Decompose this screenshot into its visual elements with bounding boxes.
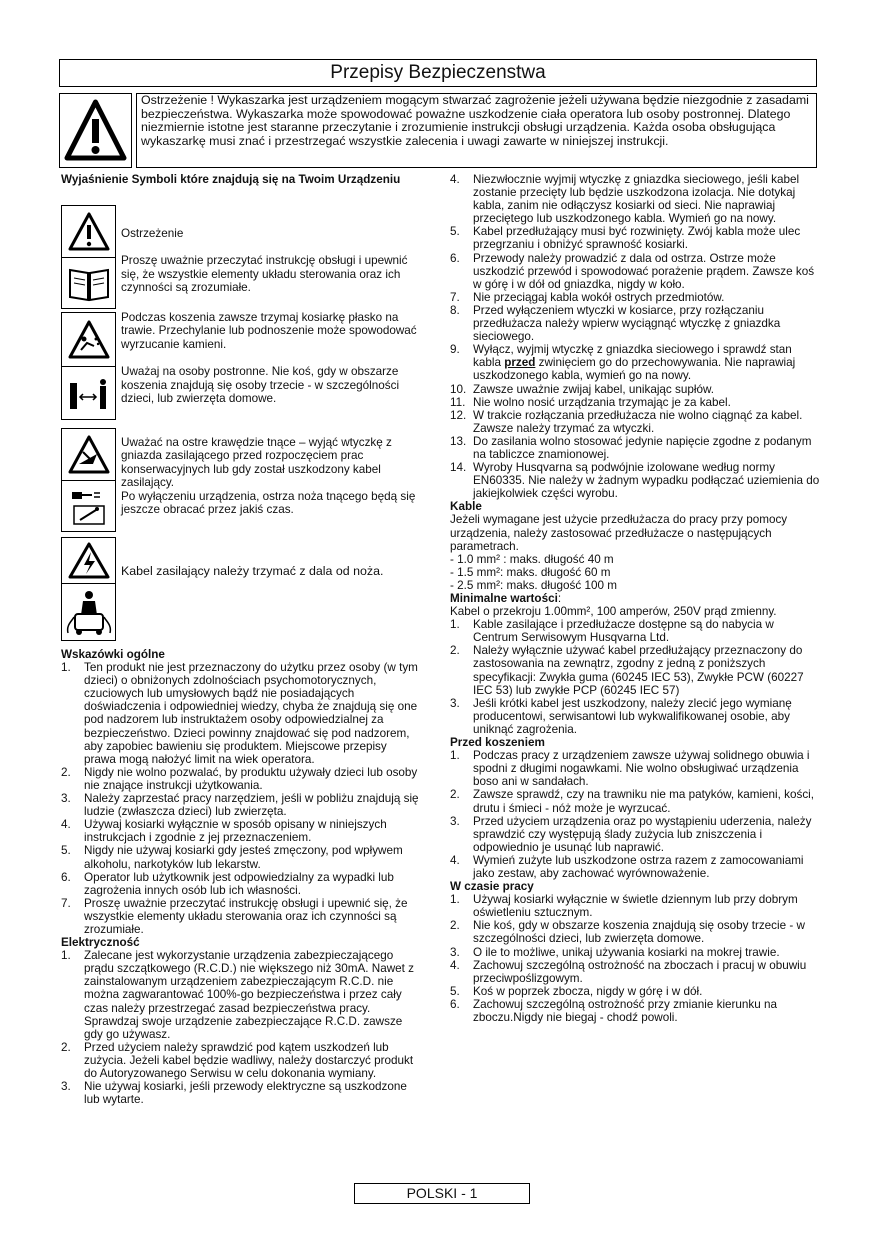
list-item (450, 998, 820, 1024)
list-item-text: Zachowuj szczególną ostrożność na zboczach i pracuj w obuwiu przeciwpoślizgowym. (473, 958, 807, 985)
keep-distance-icon (62, 367, 115, 421)
during-heading: W czasie pracy (450, 880, 534, 894)
list-item-text: Nie przeciągaj kabla wokół ostrych przedmiotów. (473, 290, 725, 304)
list-item-text: Nigdy nie używaj kosiarki gdy jesteś zmęczony, pod wpływem alkoholu, narkotyków lub lekarstw. (84, 844, 403, 871)
list-item-number: 1. (61, 949, 71, 963)
list-item (450, 461, 820, 500)
electric-shock-icon (62, 538, 115, 584)
list-item-text: O ile to możliwe, unikaj używania kosiarki na mokrej trawie. (473, 945, 780, 959)
list-item-number: 10. (450, 382, 467, 396)
left-column (61, 173, 431, 186)
list-item-number: 1. (450, 618, 460, 632)
symbol-block-bystanders (61, 312, 421, 420)
before-heading: Przed koszeniem (450, 736, 545, 750)
min-values-text: Kabel o przekroju 1.00mm², 100 amperów, 250V prąd zmienny. (450, 605, 777, 619)
list-item-text: Niezwłocznie wyjmij wtyczkę z gniazdka sieciowego, jeśli kabel zostanie przecięty lub będzie uszkodzona izolacja. Nie dotykaj kabla, zanim nie odłączysz kosiarki od sieci. Nie naprawiaj przeciętego lub uszkodzonego kabla. Wymień go na nowy. (473, 173, 800, 226)
page-footer: POLSKI - 1 (354, 1183, 530, 1204)
list-item (450, 697, 820, 736)
list-item (450, 396, 820, 409)
list-item-text: Używaj kosiarki wyłącznie w sposób opisany w niniejszych instrukcjach i zgodnie z jej przeznaczeniem. (84, 818, 387, 845)
list-item-number: 8. (450, 303, 460, 317)
list-item-number: 13. (450, 434, 467, 448)
list-item-text: Koś w poprzek zbocza, nigdy w górę i w dół. (473, 984, 703, 998)
list-item-text: Przed użyciem należy sprawdzić pod kątem uszkodzeń lub zużycia. Jeżeli kabel będzie wadliwy, należy dostarczyć produkt do Autoryzowanego Serwisu w celu dokonania wymiany. (84, 1040, 414, 1080)
list-item (450, 815, 820, 854)
list-item-text: Przed wyłączeniem wtyczki w kosiarce, przy rozłączaniu przedłużacza należy wpierw wyciągnąć wtyczkę z gniazdka sieciowego. (473, 303, 781, 344)
list-item (450, 409, 820, 435)
electric-list-continued (450, 173, 820, 500)
list-item (61, 661, 421, 766)
list-item-number: 7. (450, 290, 460, 304)
list-item-text: Kabel przedłużający musi być rozwinięty. Zwój kabla może ulec przegrzaniu i obniżyć sprawność kosiarki. (473, 225, 801, 252)
cables-list (450, 618, 820, 736)
page-title: Przepisy Bezpieczenstwa (59, 59, 817, 87)
list-item-text: Zawsze uważnie zwijaj kabel, unikając supłów. (473, 382, 715, 396)
list-item-number: 5. (450, 984, 460, 998)
list-item-text: Wyroby Husqvarna są podwójnie izolowane według normy EN60335. Nie należy w żadnym wypadku podłączać uziemienia do jakiejkolwiek części wyrobu. (473, 461, 820, 501)
list-item-text: Przed użyciem urządzenia oraz po wystąpieniu uderzenia, należy sprawdzić czy występują ślady zużycia lub zniszczenia i odpowiednio je usunąć lub naprawić. (473, 814, 812, 854)
electric-list (61, 949, 421, 1106)
list-item (61, 871, 421, 897)
symbol-blades-text: Uważać na ostre krawędzie tnące – wyjąć wtyczkę z gniazda zasilającego przed rozpoczęciem prac konserwacyjnych lub gdy został uszkodzony kabel zasilający. (121, 436, 392, 490)
list-item-number: 2. (450, 788, 460, 802)
list-item-number: 5. (450, 225, 460, 239)
symbol-block-manual (61, 205, 421, 310)
during-list (450, 893, 820, 1024)
list-item (450, 959, 820, 985)
list-item-number: 6. (61, 870, 71, 884)
list-item-number: 4. (450, 173, 460, 186)
list-item-number: 3. (61, 792, 71, 806)
list-item-number: 14. (450, 461, 467, 475)
list-item (450, 252, 820, 291)
list-item (450, 225, 820, 251)
list-item-text: Nie wolno nosić urządzania trzymając je za kabel. (473, 395, 731, 409)
list-item-number: 6. (450, 997, 460, 1011)
list-item (450, 749, 820, 788)
list-item (450, 854, 820, 880)
list-item-text: Przewody należy prowadzić z dala od ostrza. Ostrze może uszkodzić przewód i spowodować porażenie prądem. Zawsze koś w górę i w dół od gniazdka, nigdy w koło. (473, 251, 815, 291)
symbol-warning-label: Ostrzeżenie (121, 227, 184, 240)
thrown-objects-icon (62, 313, 115, 367)
list-item-number: 5. (61, 844, 71, 858)
list-item (61, 766, 421, 792)
list-item-number: 4. (450, 958, 460, 972)
symbol-cable-text: Kabel zasilający należy trzymać z dala od noża. (121, 564, 384, 578)
list-item-number: 2. (450, 644, 460, 658)
list-item-number: 4. (450, 853, 460, 867)
list-item (61, 897, 421, 936)
list-item-text: Nie koś, gdy w obszarze koszenia znajdują się osoby trzecie - w szczególności dzieci, lub zwierzęta domowe. (473, 919, 805, 946)
sharp-blade-icon (62, 429, 115, 481)
symbols-heading: Wyjaśnienie Symboli które znajdują się na Twoim Urządzeniu (61, 173, 401, 186)
list-item-number: 2. (450, 919, 460, 933)
list-item-number: 6. (450, 251, 460, 265)
list-item (450, 343, 820, 382)
warning-triangle-icon (62, 206, 115, 258)
list-item (450, 435, 820, 461)
list-item (61, 949, 421, 1041)
warning-banner (59, 93, 817, 168)
list-item-text: W trakcie rozłączania przedłużacza nie wolno ciągnąć za kabel. Zawsze należy trzymać za wtyczki. (473, 408, 803, 435)
min-values-heading: Minimalne wartości: (450, 592, 562, 605)
list-item (61, 1080, 421, 1106)
list-item-number: 2. (61, 765, 71, 779)
list-item-text: Kable zasilające i przedłużacze dostępne są do nabycia w Centrum Serwisowym Husqvarna Ltd. (473, 618, 774, 645)
list-item (450, 304, 820, 343)
symbol-flat-text: Podczas koszenia zawsze trzymaj kosiarkę płasko na trawie. Przechylanie lub podnoszenie może spowodować wyrzucanie kamieni. (121, 311, 417, 351)
general-heading: Wskazówki ogólne (61, 648, 165, 661)
list-item-text: Należy zaprzestać pracy narzędziem, jeśli w pobliżu znajdują się ludzie (zwłaszcza dzieci) lub zwierzęta. (84, 792, 419, 819)
list-item-text: Ten produkt nie jest przeznaczony do użytku przez osoby (w tym dzieci) o obniżonych zdolnościach psychomotorycznych, czuciowych lub umysłowych bądź nie posiadających doświadczenia i odpowiedniej wiedzy, chyba że znajdują się one pod nadzorem lub instruktażem osoby odpowiedzialnej za bezpieczeństwo. Dzieci powinny znajdować się pod nadzorem, aby zapobiec bawieniu się produktem. Miejscowe przepisy prawa mogą nałożyć limit na wiek operatora. (84, 661, 418, 766)
cable-spec-1: - 1.0 mm² : maks. długość 40 m (450, 552, 614, 566)
list-item-text: Operator lub użytkownik jest odpowiedzialny za wypadki lub zagrożenia innych osób lub ich własności. (84, 870, 394, 897)
symbol-manual-text: Proszę uważnie przeczytać instrukcję obsługi i upewnić się, że wszystkie elementy układu sterowania oraz ich czynności są zrozumiałe. (121, 254, 408, 295)
warning-triangle-icon (59, 93, 132, 168)
unplug-icon (62, 481, 115, 533)
list-item-text: Zawsze sprawdź, czy na trawniku nie ma patyków, kamieni, kości, drutu i śmieci - nóż może je wyrzucać. (473, 788, 815, 815)
cable-spec-2: - 1.5 mm²: maks. długość 60 m (450, 565, 611, 579)
list-item-text: Podczas pracy z urządzeniem zawsze używaj solidnego obuwia i spodni z długimi nogawkami. Nie wolno obsługiwać urządzenia boso ani w sandałach. (473, 749, 810, 789)
symbol-block-blades (61, 428, 421, 532)
list-item-number: 12. (450, 408, 467, 422)
list-item (61, 844, 421, 870)
list-item-text: Używaj kosiarki wyłącznie w świetle dziennym lub przy dobrym oświetleniu sztucznym. (473, 893, 798, 920)
list-item (61, 1041, 421, 1080)
list-item-number: 3. (61, 1080, 71, 1094)
list-item (61, 792, 421, 818)
list-item-text: Wyłącz, wyjmij wtyczkę z gniazdka sieciowego i sprawdź stan kabla (473, 343, 792, 370)
list-item-number: 7. (61, 896, 71, 910)
symbol-blades-text-2: Po wyłączeniu urządzenia, ostrza noża tnącego będą się jeszcze obracać przez jakiś czas. (121, 489, 416, 517)
list-item-text: zwinięciem go do przechowywania. Nie naprawiaj uszkodzonego kabla, wymień go na nowy. (473, 356, 796, 383)
electric-heading: Elektryczność (61, 936, 140, 950)
list-item-text: Jeśli krótki kabel jest uszkodzony, należy zlecić jego wymianę producentowi, serwisantowi lub wykwalifikowanej osobie, aby uniknąć zagrożenia. (473, 696, 792, 736)
list-item (450, 919, 820, 945)
cables-heading: Kable (450, 500, 482, 514)
cables-intro: Jeżeli wymagane jest użycie przedłużacza do pracy przy pomocy urządzenia, należy zastosować przedłużacze o następujących parametrach. (450, 513, 788, 553)
list-item (450, 291, 820, 304)
list-item-number: 3. (450, 696, 460, 710)
list-item-text: Wymień zużyte lub uszkodzone ostrza razem z zamocowaniami jako zestaw, aby zachować wyrównoważenie. (473, 853, 804, 880)
list-item (450, 383, 820, 396)
before-list (450, 749, 820, 880)
list-item-text: Nie używaj kosiarki, jeśli przewody elektryczne są uszkodzone lub wytarte. (84, 1080, 407, 1107)
list-item-text: Do zasilania wolno stosować jedynie napięcie zgodne z podanym na tabliczce znamionowej. (473, 434, 812, 461)
list-item (450, 985, 820, 998)
manual-book-icon (62, 258, 115, 310)
right-column (450, 173, 820, 1024)
general-section (61, 648, 421, 1106)
list-item (450, 173, 820, 225)
list-item-number: 1. (450, 893, 460, 907)
list-item-text: Proszę uważnie przeczytać instrukcję obsługi i upewnić się, że wszystkie elementy układu sterowania oraz ich czynności są zrozumiałe. (84, 896, 408, 936)
list-item (61, 818, 421, 844)
list-item-number: 1. (61, 661, 71, 675)
general-list (61, 661, 421, 936)
list-item-text: Nigdy nie wolno pozwalać, by produktu używały dzieci lub osoby nie znające instrukcji użytkowania. (84, 765, 418, 792)
list-item (450, 644, 820, 696)
list-item-text: Należy wyłącznie używać kabel przedłużający przeznaczony do zastosowania na zewnątrz, zgodny z jedną z poniższych specyfikacji: Zwykła guma (60245 IEC 53), Zwykłe PCW (60227 IEC 53) lub zwykłe PCP (60245 IEC 57) (473, 644, 804, 697)
list-item-number: 1. (450, 749, 460, 763)
list-item (450, 893, 820, 919)
symbol-bystander-text: Uważaj na osoby postronne. Nie koś, gdy w obszarze koszenia znajdują się osoby trzecie - w szczególności dzieci, lub zwierzęta domowe. (121, 365, 400, 406)
list-item-number: 9. (450, 343, 460, 357)
symbol-block-cable (61, 537, 421, 641)
list-item-text: Zachowuj szczególną ostrożność przy zmianie kierunku na zboczu.Nigdy nie biegaj - chodź powoli. (473, 997, 778, 1024)
warning-text: Ostrzeżenie ! Wykaszarka jest urządzeniem mogącym stwarzać zagrożenie jeżeli używana będzie niezgodnie z zasadami bezpieczeństwa. Wykaszarka może spowodować poważne uszkodzenie ciała operatora lub osoby postronnej. Dlatego niezmiernie istotne jest staranne przeczytanie i zrozumienie instrukcji obsługi urządzenia. Każda osoba obsługująca wykaszarkę musi znać i przestrzegać wszystkie zalecenia i uwagi zawarte w niniejszej instrukcji. (136, 93, 817, 168)
list-item-number: 4. (61, 818, 71, 832)
list-item-number: 11. (450, 395, 466, 409)
list-item-number: 3. (450, 945, 460, 959)
list-item (450, 946, 820, 959)
list-item (450, 618, 820, 644)
list-item-emphasis: przed (504, 356, 536, 370)
list-item-text: Zalecane jest wykorzystanie urządzenia zabezpieczającego prądu szczątkowego (R.C.D.) nie większego niż 30mA. Nawet z zainstalowanym urządzeniem zabezpieczającym R.C.D. nie można zagwarantować 100%-go bezpieczeństwa i przez cały czas należy przestrzegać zasad bezpieczeństwa pracy. Sprawdzaj swoje urządzenie zabezpieczające R.C.D. zawsze gdy go używasz. (84, 949, 414, 1041)
cable-away-from-blade-icon (62, 584, 115, 642)
list-item-number: 2. (61, 1040, 71, 1054)
list-item-number: 3. (450, 814, 460, 828)
cable-spec-3: - 2.5 mm²: maks. długość 100 m (450, 578, 617, 592)
list-item (450, 788, 820, 814)
